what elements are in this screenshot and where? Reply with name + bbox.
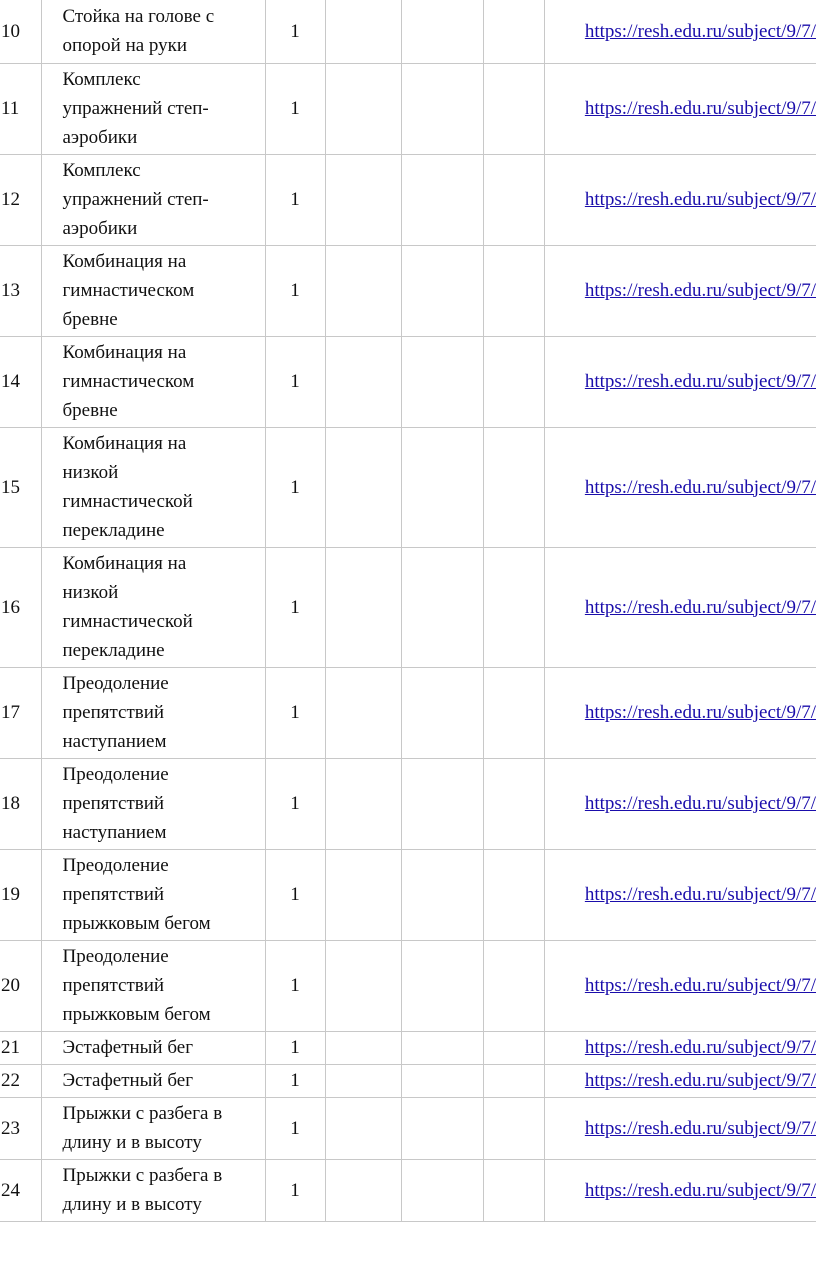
control-works-cell bbox=[325, 63, 401, 154]
lesson-topic bbox=[41, 63, 265, 154]
table-row bbox=[0, 667, 816, 758]
lesson-topic-line: длину и в высоту bbox=[62, 1194, 202, 1215]
date-cell bbox=[483, 758, 544, 849]
table-row bbox=[0, 1031, 816, 1064]
practical-works-cell bbox=[401, 1097, 483, 1159]
lesson-topic bbox=[41, 547, 265, 667]
lesson-topic-line: перекладине bbox=[62, 520, 165, 541]
resource-link[interactable]: https://resh.edu.ru/subject/9/7/ bbox=[584, 1070, 816, 1091]
lesson-topic-line: бревне bbox=[62, 309, 118, 330]
lesson-number: 22 bbox=[0, 1064, 41, 1097]
date-cell bbox=[483, 1097, 544, 1159]
lesson-number: 11 bbox=[0, 63, 41, 154]
lesson-number: 23 bbox=[0, 1097, 41, 1159]
lesson-topic-line: Преодоление bbox=[62, 946, 169, 967]
control-works-cell bbox=[325, 0, 401, 63]
resource-link[interactable]: https://resh.edu.ru/subject/9/7/ bbox=[584, 702, 816, 723]
date-cell bbox=[483, 547, 544, 667]
lesson-topic-line: препятствий bbox=[62, 702, 165, 723]
lesson-topic-line: Преодоление bbox=[62, 673, 169, 694]
practical-works-cell bbox=[401, 1159, 483, 1221]
resource-cell bbox=[544, 1097, 816, 1159]
resource-link[interactable]: https://resh.edu.ru/subject/9/7/ bbox=[584, 1179, 816, 1201]
lesson-number: 10 bbox=[0, 0, 41, 63]
practical-works-cell bbox=[401, 849, 483, 940]
lesson-topic-line: гимнастическом bbox=[62, 371, 195, 392]
lesson-topic bbox=[41, 1031, 265, 1064]
lesson-topic bbox=[41, 245, 265, 336]
lesson-topic-line: Комбинация на bbox=[62, 553, 187, 574]
lesson-topic-line: перекладине bbox=[62, 640, 165, 661]
control-works-cell bbox=[325, 1064, 401, 1097]
table-row bbox=[0, 758, 816, 849]
lesson-hours: 1 bbox=[265, 63, 325, 154]
practical-works-cell bbox=[401, 0, 483, 63]
lesson-topic-line: Комбинация на bbox=[62, 433, 187, 454]
lesson-hours: 1 bbox=[265, 1159, 325, 1221]
lesson-number: 16 bbox=[0, 547, 41, 667]
control-works-cell bbox=[325, 336, 401, 427]
resource-link[interactable]: https://resh.edu.ru/subject/9/7/ bbox=[584, 98, 816, 119]
control-works-cell bbox=[325, 849, 401, 940]
lesson-topic-line: аэробики bbox=[62, 127, 138, 148]
lesson-topic-line: препятствий bbox=[62, 884, 165, 905]
date-cell bbox=[483, 427, 544, 547]
lesson-topic-line: упражнений степ- bbox=[62, 98, 209, 119]
control-works-cell bbox=[325, 1159, 401, 1221]
practical-works-cell bbox=[401, 427, 483, 547]
resource-cell bbox=[544, 667, 816, 758]
lesson-topic bbox=[41, 940, 265, 1031]
lesson-hours: 1 bbox=[265, 1064, 325, 1097]
date-cell bbox=[483, 245, 544, 336]
lesson-number: 14 bbox=[0, 336, 41, 427]
lesson-topic-line: низкой bbox=[62, 582, 119, 603]
lesson-topic-line: препятствий bbox=[62, 793, 165, 814]
resource-link[interactable]: https://resh.edu.ru/subject/9/7/ bbox=[584, 476, 816, 498]
lesson-number: 21 bbox=[0, 1031, 41, 1064]
table-row bbox=[0, 0, 816, 63]
control-works-cell bbox=[325, 758, 401, 849]
resource-cell bbox=[544, 1064, 816, 1097]
date-cell bbox=[483, 63, 544, 154]
table-row bbox=[0, 63, 816, 154]
date-cell bbox=[483, 940, 544, 1031]
resource-link[interactable]: https://resh.edu.ru/subject/9/7/ bbox=[584, 596, 816, 618]
lesson-number: 17 bbox=[0, 667, 41, 758]
practical-works-cell bbox=[401, 336, 483, 427]
lesson-topic-line: Комплекс bbox=[62, 69, 141, 90]
control-works-cell bbox=[325, 667, 401, 758]
practical-works-cell bbox=[401, 63, 483, 154]
resource-cell bbox=[544, 63, 816, 154]
table-row bbox=[0, 849, 816, 940]
lesson-hours: 1 bbox=[265, 849, 325, 940]
lesson-hours: 1 bbox=[265, 667, 325, 758]
lesson-hours: 1 bbox=[265, 427, 325, 547]
table-row bbox=[0, 154, 816, 245]
lesson-hours: 1 bbox=[265, 547, 325, 667]
lesson-topic-line: гимнастической bbox=[62, 491, 193, 512]
practical-works-cell bbox=[401, 547, 483, 667]
lesson-topic-line: низкой bbox=[62, 462, 119, 483]
table-row bbox=[0, 1097, 816, 1159]
practical-works-cell bbox=[401, 1064, 483, 1097]
resource-link[interactable]: https://resh.edu.ru/subject/9/7/ bbox=[584, 1037, 816, 1058]
lesson-topic-line: Комбинация на bbox=[62, 342, 187, 363]
lesson-topic-line: Прыжки с разбега в bbox=[62, 1165, 223, 1186]
lesson-topic bbox=[41, 427, 265, 547]
lesson-topic-line: Эстафетный бег bbox=[62, 1037, 193, 1058]
lesson-hours: 1 bbox=[265, 154, 325, 245]
control-works-cell bbox=[325, 547, 401, 667]
date-cell bbox=[483, 849, 544, 940]
lesson-topic bbox=[41, 1159, 265, 1221]
lesson-topic bbox=[41, 758, 265, 849]
lesson-topic bbox=[41, 154, 265, 245]
lesson-topic bbox=[41, 1064, 265, 1097]
lesson-topic-line: гимнастическом bbox=[62, 280, 195, 301]
table-row bbox=[0, 940, 816, 1031]
table-row bbox=[0, 1064, 816, 1097]
practical-works-cell bbox=[401, 154, 483, 245]
table-row bbox=[0, 245, 816, 336]
resource-cell bbox=[544, 336, 816, 427]
practical-works-cell bbox=[401, 940, 483, 1031]
control-works-cell bbox=[325, 245, 401, 336]
resource-link[interactable]: https://resh.edu.ru/subject/9/7/ bbox=[584, 189, 816, 210]
lesson-topic bbox=[41, 1097, 265, 1159]
date-cell bbox=[483, 1064, 544, 1097]
lesson-topic-line: аэробики bbox=[62, 218, 138, 239]
date-cell bbox=[483, 1031, 544, 1064]
lesson-number: 24 bbox=[0, 1159, 41, 1221]
lesson-hours: 1 bbox=[265, 1031, 325, 1064]
resource-link[interactable]: https://resh.edu.ru/subject/9/7/ bbox=[584, 884, 816, 905]
lesson-hours: 1 bbox=[265, 940, 325, 1031]
lesson-topic-line: Стойка на голове с bbox=[62, 6, 215, 28]
resource-link[interactable]: https://resh.edu.ru/subject/9/7/ bbox=[584, 20, 816, 42]
lesson-topic bbox=[41, 849, 265, 940]
resource-cell bbox=[544, 547, 816, 667]
lesson-number: 13 bbox=[0, 245, 41, 336]
lesson-number: 18 bbox=[0, 758, 41, 849]
lesson-topic bbox=[41, 0, 265, 63]
lesson-topic-line: опорой на руки bbox=[62, 35, 188, 57]
resource-cell bbox=[544, 427, 816, 547]
practical-works-cell bbox=[401, 758, 483, 849]
control-works-cell bbox=[325, 940, 401, 1031]
resource-cell bbox=[544, 1159, 816, 1221]
lesson-number: 20 bbox=[0, 940, 41, 1031]
date-cell bbox=[483, 0, 544, 63]
table-row bbox=[0, 1159, 816, 1221]
lesson-hours: 1 bbox=[265, 245, 325, 336]
date-cell bbox=[483, 667, 544, 758]
lesson-hours: 1 bbox=[265, 1097, 325, 1159]
table-row bbox=[0, 547, 816, 667]
lesson-topic-line: длину и в высоту bbox=[62, 1132, 202, 1153]
lesson-topic-line: Комплекс bbox=[62, 160, 141, 181]
resource-cell bbox=[544, 849, 816, 940]
lesson-hours: 1 bbox=[265, 336, 325, 427]
resource-link[interactable]: https://resh.edu.ru/subject/9/7/ bbox=[584, 280, 816, 301]
resource-cell bbox=[544, 758, 816, 849]
lesson-topic-line: Эстафетный бег bbox=[62, 1070, 193, 1091]
lesson-number: 15 bbox=[0, 427, 41, 547]
resource-link[interactable]: https://resh.edu.ru/subject/9/7/ bbox=[584, 975, 816, 996]
lesson-topic-line: прыжковым бегом bbox=[62, 913, 211, 934]
table-row bbox=[0, 427, 816, 547]
resource-link[interactable]: https://resh.edu.ru/subject/9/7/ bbox=[584, 793, 816, 814]
control-works-cell bbox=[325, 154, 401, 245]
lesson-topic-line: Прыжки с разбега в bbox=[62, 1103, 223, 1124]
lesson-hours: 1 bbox=[265, 758, 325, 849]
lesson-topic-line: препятствий bbox=[62, 975, 165, 996]
date-cell bbox=[483, 1159, 544, 1221]
date-cell bbox=[483, 336, 544, 427]
lesson-topic-line: гимнастической bbox=[62, 611, 193, 632]
lesson-hours: 1 bbox=[265, 0, 325, 63]
lesson-topic-line: Преодоление bbox=[62, 764, 169, 785]
resource-link[interactable]: https://resh.edu.ru/subject/9/7/ bbox=[584, 371, 816, 392]
lesson-topic-line: Комбинация на bbox=[62, 251, 187, 272]
lesson-topic bbox=[41, 667, 265, 758]
resource-cell bbox=[544, 1031, 816, 1064]
practical-works-cell bbox=[401, 245, 483, 336]
lesson-topic-line: Преодоление bbox=[62, 855, 169, 876]
lesson-number: 19 bbox=[0, 849, 41, 940]
resource-cell bbox=[544, 0, 816, 63]
resource-cell bbox=[544, 940, 816, 1031]
lesson-topic-line: прыжковым бегом bbox=[62, 1004, 211, 1025]
practical-works-cell bbox=[401, 667, 483, 758]
lesson-topic-line: наступанием bbox=[62, 822, 167, 843]
lesson-number: 12 bbox=[0, 154, 41, 245]
table-row bbox=[0, 336, 816, 427]
lesson-topic-line: наступанием bbox=[62, 731, 167, 752]
resource-cell bbox=[544, 245, 816, 336]
practical-works-cell bbox=[401, 1031, 483, 1064]
control-works-cell bbox=[325, 1031, 401, 1064]
lesson-topic bbox=[41, 336, 265, 427]
control-works-cell bbox=[325, 1097, 401, 1159]
lesson-topic-line: упражнений степ- bbox=[62, 189, 209, 210]
date-cell bbox=[483, 154, 544, 245]
resource-link[interactable]: https://resh.edu.ru/subject/9/7/ bbox=[584, 1117, 816, 1139]
control-works-cell bbox=[325, 427, 401, 547]
resource-cell bbox=[544, 154, 816, 245]
lesson-topic-line: бревне bbox=[62, 400, 118, 421]
